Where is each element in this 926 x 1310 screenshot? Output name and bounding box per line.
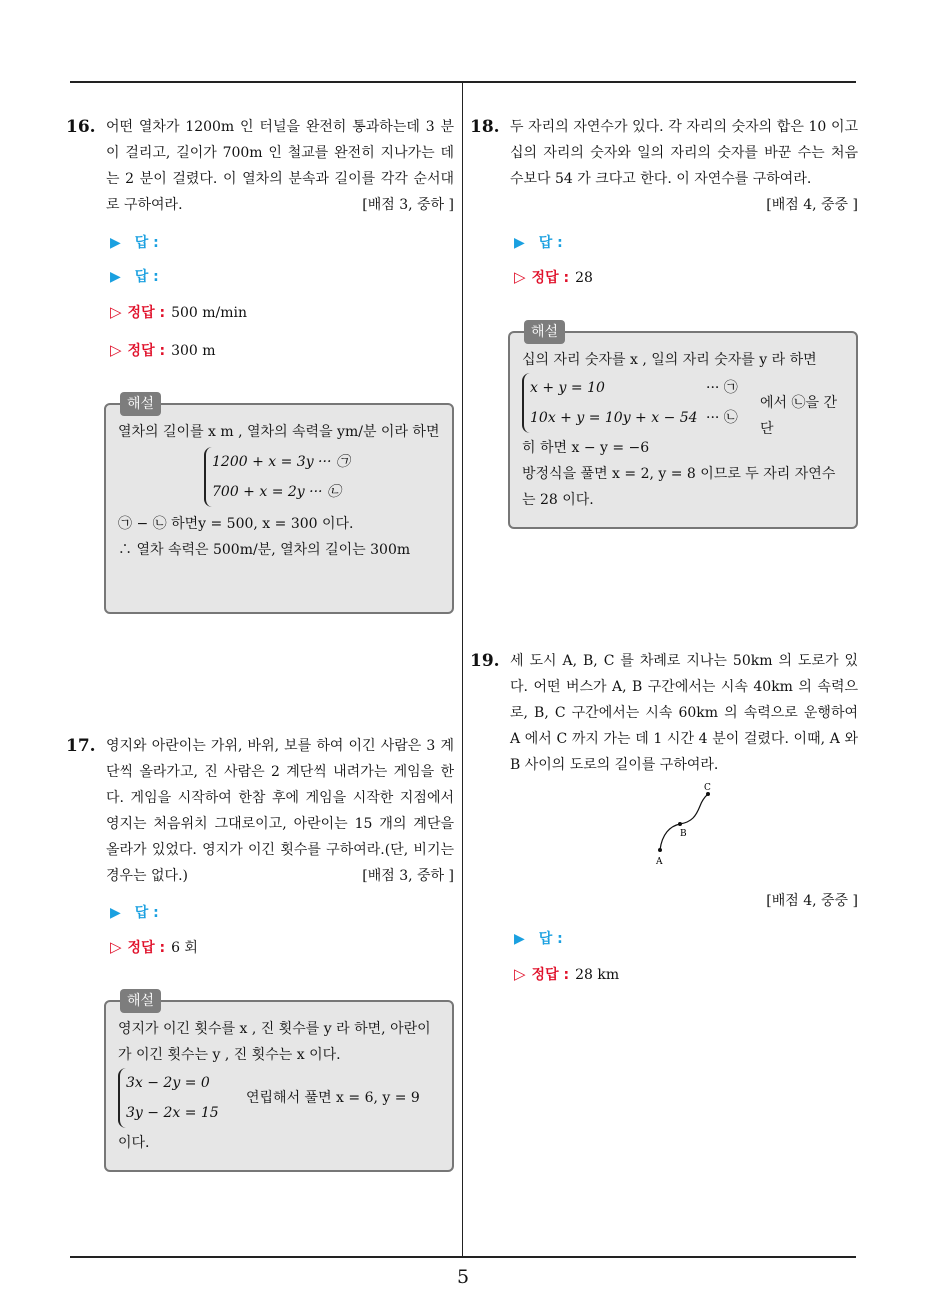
problem-16 [66,114,454,218]
correct-label: 정답 : [531,967,570,983]
equation: 3x − 2y = 0 [126,1075,210,1091]
solution-box-16 [104,396,454,614]
answer-line-18 [514,232,563,252]
solution-line: 방정식을 풀면 x = 2, y = 8 이므로 두 자리 자연수는 28 이다. [522,466,836,508]
equation: 3y − 2x = 15 [126,1105,219,1121]
problem-number: 16. [66,117,96,137]
solution-tag: 해설 [120,392,161,416]
problem-number: 19. [470,651,500,671]
solution-line: 십의 자리 숫자를 x , 일의 자리 숫자를 y 라 하면 [522,352,817,368]
play-triangle-icon: ▶ [514,235,525,251]
solution-box-18 [508,324,858,529]
answer-label: 답 : [538,235,563,251]
problem-18 [470,114,858,218]
problem-score: [배점 4, 중중 ] [766,197,858,213]
label-a: A [656,857,663,867]
correct-value: 300 m [171,343,216,359]
correct-line-17 [110,937,198,957]
correct-value: 500 m/min [171,305,248,321]
label-c: C [704,783,711,793]
answer-line-16a [110,232,159,252]
equation-system [118,1068,219,1128]
solution-line: ∴ 열차 속력은 500m/분, 열차의 길이는 300m [118,542,411,558]
solution-line: 열차의 길이를 x m , 열차의 속력을 ym/분 이라 하면 [118,424,440,440]
equation-note: 에서 ㉡을 간단 [760,395,837,437]
top-rule [70,81,856,83]
outline-triangle-icon: ▷ [110,303,122,321]
problem-score: [배점 3, 중하 ] [362,197,454,213]
label-b: B [680,829,687,839]
solution-line: 히 하면 x − y = −6 [522,440,650,456]
solution-tag: 해설 [120,989,161,1013]
correct-label: 정답 : [127,343,166,359]
correct-label: 정답 : [531,270,570,286]
outline-triangle-icon: ▷ [514,268,526,286]
solution-line: ㉠ − ㉡ 하면y = 500, x = 300 이다. [118,516,354,532]
correct-value: 28 km [575,967,620,983]
outline-triangle-icon: ▷ [110,938,122,956]
correct-value: 28 [575,270,593,286]
problem-number: 17. [66,736,96,756]
problem-score: [배점 4, 중중 ] [766,893,858,909]
problem-17 [66,733,454,889]
problem-text: 세 도시 A, B, C 를 차례로 지나는 50km 의 도로가 있다. 어떤 버스가 A, B 구간에서는 시속 40km 의 속력으로, B, C 구간에서는 시속 60km 의 속력으로 운행하여 A 에서 C 까지 가는 데 1 시간 4 분이 걸렸다. 이때, A 와 B 사이의 도로의 길이를 구하여라. [510,653,858,773]
correct-label: 정답 : [127,940,166,956]
play-triangle-icon: ▶ [514,931,525,947]
equation: 10x + y = 10y + x − 54 [530,410,698,426]
play-triangle-icon: ▶ [110,905,121,921]
problem-text: 두 자리의 자연수가 있다. 각 자리의 숫자의 합은 10 이고 십의 자리의 숫자와 일의 자리의 숫자를 바꾼 수는 처음 수보다 54 가 크다고 한다. 이 자연수를 구하여라. [510,119,858,187]
problem-score: [배점 3, 중하 ] [362,868,454,884]
answer-label: 답 : [134,269,159,285]
equation: 700 + x = 2y ··· ㉡ [212,484,341,500]
answer-label: 답 : [134,905,159,921]
correct-line-16a [110,302,247,322]
road-curve [660,794,708,850]
equation: 1200 + x = 3y ··· ㉠ [212,454,350,470]
equation-mark: ··· ㉡ [706,410,738,426]
road-figure [640,782,750,872]
correct-label: 정답 : [127,305,166,321]
answer-label: 답 : [134,235,159,251]
problem-text: 영지와 아란이는 가위, 바위, 보를 하여 이긴 사람은 3 계단씩 올라가고, 진 사람은 2 계단씩 내려가는 게임을 한다. 게임을 시작하여 한참 후에 게임을 시작한 지점에서 영지는 처음위치 그대로이고, 아란이는 15 개의 계단을 올라가 있었다. 영지가 이긴 횟수를 구하여라.(단, 비기는 경우는 없다.) [106,738,454,884]
problem-19-score [510,888,858,914]
play-triangle-icon: ▶ [110,269,121,285]
correct-line-19 [514,964,619,984]
problem-text: 어떤 열차가 1200m 인 터널을 완전히 통과하는데 3 분이 걸리고, 길이가 700m 인 철교를 완전히 지나가는 데는 2 분이 걸렸다. 이 열차의 분속과 길이를 각각 순서대로 구하여라. [106,119,454,213]
solution-line: 영지가 이긴 횟수를 x , 진 횟수를 y 라 하면, 아란이가 이긴 횟수는 y , 진 횟수는 x 이다. [118,1021,431,1063]
answer-label: 답 : [538,931,563,947]
play-triangle-icon: ▶ [110,235,121,251]
correct-line-18 [514,267,593,287]
correct-line-16b [110,340,216,360]
correct-value: 6 회 [171,940,198,956]
answer-line-17 [110,902,159,922]
point-a [658,848,662,852]
outline-triangle-icon: ▷ [110,341,122,359]
solution-tag: 해설 [524,320,565,344]
equation-note: 연립해서 풀면 x = 6, y = 9 [246,1090,420,1106]
problem-number: 18. [470,117,500,137]
bottom-rule [70,1256,856,1258]
equation-mark: ··· ㉠ [706,380,738,396]
problem-19 [470,648,858,778]
equation-system [522,373,730,433]
point-b [678,822,682,826]
outline-triangle-icon: ▷ [514,965,526,983]
answer-line-19 [514,928,563,948]
column-divider [462,82,463,1257]
solution-line: 이다. [118,1135,150,1151]
answer-line-16b [110,266,159,286]
equation-system [204,447,350,507]
page-number: 5 [456,1266,470,1288]
solution-box-17 [104,993,454,1172]
equation: x + y = 10 [530,380,605,396]
